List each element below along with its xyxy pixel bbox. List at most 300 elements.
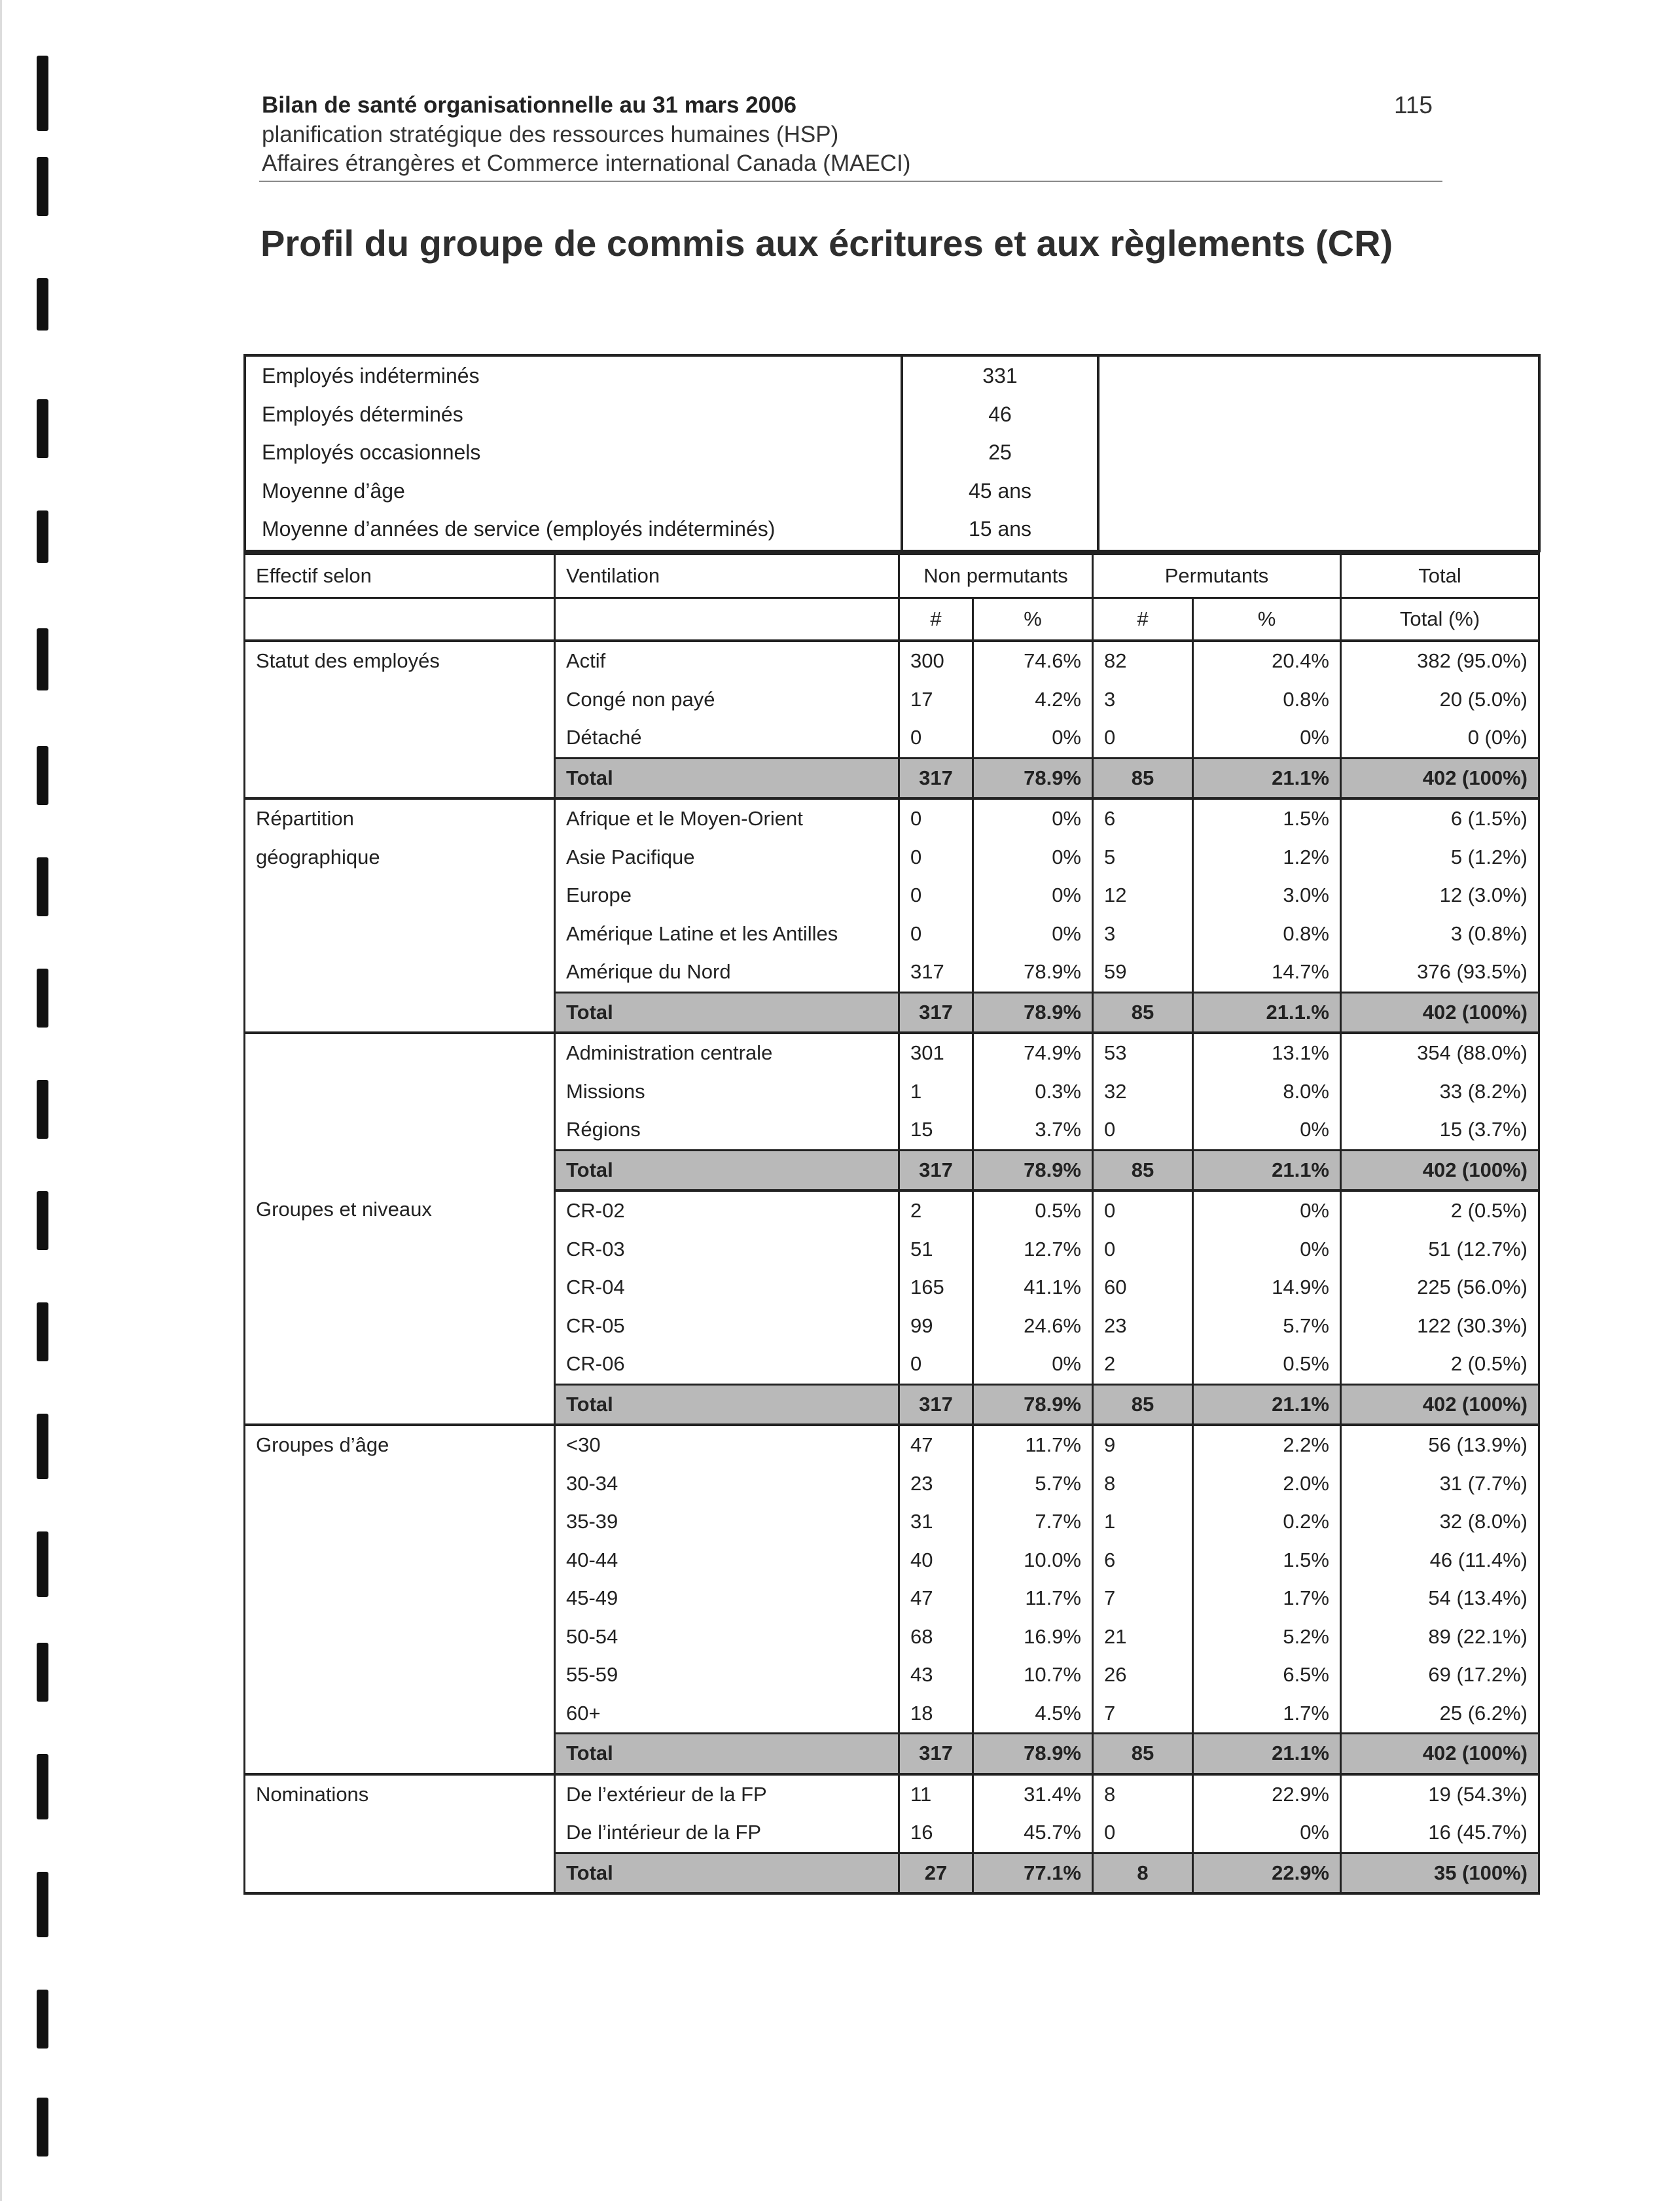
cell-non-perm-count: 317	[899, 953, 973, 992]
group-label-blank	[245, 1734, 555, 1774]
table-row	[245, 1503, 1539, 1541]
cell-grand-total: 402 (100%)	[1341, 1734, 1539, 1774]
cell-non-perm-percent: 10.0%	[973, 1541, 1093, 1580]
group-label	[245, 1694, 555, 1734]
cell-ventilation: Amérique du Nord	[555, 953, 899, 992]
cell-perm-count: 5	[1093, 838, 1193, 877]
table-row	[245, 1230, 1539, 1269]
cell-total-value: 16 (45.7%)	[1341, 1814, 1539, 1853]
group-label	[245, 1230, 555, 1269]
cell-perm-percent: 0%	[1193, 1814, 1341, 1853]
cell-ventilation: 60+	[555, 1694, 899, 1734]
cell-ventilation: Asie Pacifique	[555, 838, 899, 877]
table-row	[245, 641, 1539, 681]
cell-non-perm-total: 317	[899, 1384, 973, 1425]
cell-total-label: Total	[555, 758, 899, 798]
cell-non-perm-total-percent: 78.9%	[973, 1150, 1093, 1190]
binding-hole	[37, 1080, 48, 1139]
cell-perm-total-percent: 21.1%	[1193, 1150, 1341, 1190]
header-department: Affaires étrangères et Commerce international Canada (MAECI)	[262, 151, 911, 176]
subheader-blank	[245, 598, 555, 641]
cell-non-perm-total-percent: 78.9%	[973, 1384, 1093, 1425]
cell-ventilation: CR-03	[555, 1230, 899, 1269]
table-row	[245, 1425, 1539, 1465]
cell-ventilation: CR-05	[555, 1307, 899, 1346]
cell-non-perm-percent: 78.9%	[973, 953, 1093, 992]
cell-ventilation: Détaché	[555, 719, 899, 758]
group-label	[245, 1073, 555, 1111]
binding-hole	[37, 278, 48, 331]
table-row	[245, 1579, 1539, 1618]
cell-non-perm-total-percent: 78.9%	[973, 1734, 1093, 1774]
table-row	[245, 681, 1539, 719]
cell-non-perm-percent: 41.1%	[973, 1268, 1093, 1307]
cell-ventilation: CR-06	[555, 1345, 899, 1384]
cell-non-perm-percent: 4.2%	[973, 681, 1093, 719]
subheader-blank	[555, 598, 899, 641]
cell-non-perm-percent: 0%	[973, 719, 1093, 758]
column-header-count: #	[899, 598, 973, 641]
cell-non-perm-percent: 74.6%	[973, 641, 1093, 681]
cell-ventilation: Congé non payé	[555, 681, 899, 719]
group-label	[245, 1307, 555, 1346]
cell-total-value: 19 (54.3%)	[1341, 1774, 1539, 1814]
cell-non-perm-total: 317	[899, 758, 973, 798]
binding-hole	[37, 56, 48, 131]
cell-non-perm-count: 301	[899, 1033, 973, 1073]
cell-perm-count: 53	[1093, 1033, 1193, 1073]
cell-perm-count: 2	[1093, 1345, 1193, 1384]
summary-label: Moyenne d’années de service (employés indéterminés)	[262, 517, 776, 541]
cell-perm-count: 6	[1093, 1541, 1193, 1580]
table-row	[245, 1774, 1539, 1814]
binding-holes	[0, 0, 79, 2201]
group-label	[245, 1541, 555, 1580]
cell-non-perm-count: 0	[899, 798, 973, 838]
cell-total-value: 12 (3.0%)	[1341, 876, 1539, 915]
cell-total-value: 15 (3.7%)	[1341, 1111, 1539, 1150]
binding-hole	[37, 399, 48, 458]
cell-perm-count: 7	[1093, 1694, 1193, 1734]
cell-non-perm-total-percent: 78.9%	[973, 758, 1093, 798]
cell-perm-count: 0	[1093, 1190, 1193, 1230]
cell-total-value: 51 (12.7%)	[1341, 1230, 1539, 1269]
cell-non-perm-count: 47	[899, 1425, 973, 1465]
binding-hole	[37, 1990, 48, 2049]
table-row	[245, 1268, 1539, 1307]
cell-ventilation: Actif	[555, 641, 899, 681]
cell-non-perm-count: 40	[899, 1541, 973, 1580]
cell-perm-count: 3	[1093, 681, 1193, 719]
cell-perm-total: 85	[1093, 1734, 1193, 1774]
cell-perm-percent: 5.2%	[1193, 1618, 1341, 1656]
cell-total-value: 2 (0.5%)	[1341, 1190, 1539, 1230]
summary-values	[901, 357, 1099, 550]
cell-non-perm-percent: 12.7%	[973, 1230, 1093, 1269]
header-subtitle: planification stratégique des ressources humaines (HSP)	[262, 122, 839, 147]
total-row	[245, 992, 1539, 1033]
summary-box	[243, 354, 1541, 552]
binding-hole	[37, 857, 48, 916]
cell-perm-count: 9	[1093, 1425, 1193, 1465]
column-header-total: Total	[1341, 554, 1539, 598]
total-row	[245, 1853, 1539, 1893]
cell-perm-count: 60	[1093, 1268, 1193, 1307]
cell-perm-percent: 0.8%	[1193, 681, 1341, 719]
cell-total-value: 3 (0.8%)	[1341, 915, 1539, 954]
group-label	[245, 1579, 555, 1618]
cell-ventilation: 40-44	[555, 1541, 899, 1580]
table-row	[245, 1111, 1539, 1150]
cell-perm-percent: 14.7%	[1193, 953, 1341, 992]
column-header-ventilation: Ventilation	[555, 554, 899, 598]
cell-ventilation: De l’intérieur de la FP	[555, 1814, 899, 1853]
table-row	[245, 1073, 1539, 1111]
group-label-blank	[245, 1384, 555, 1425]
profile-table	[243, 552, 1540, 1895]
cell-non-perm-percent: 31.4%	[973, 1774, 1093, 1814]
cell-perm-count: 59	[1093, 953, 1193, 992]
cell-non-perm-percent: 10.7%	[973, 1656, 1093, 1694]
group-label	[245, 1345, 555, 1384]
summary-value: 45 ans	[968, 478, 1032, 503]
cell-total-value: 25 (6.2%)	[1341, 1694, 1539, 1734]
binding-hole	[37, 628, 48, 690]
column-header-total-percent: Total (%)	[1341, 598, 1539, 641]
cell-non-perm-percent: 0%	[973, 1345, 1093, 1384]
cell-non-perm-total: 317	[899, 1734, 973, 1774]
cell-perm-count: 8	[1093, 1774, 1193, 1814]
group-label	[245, 953, 555, 992]
cell-total-value: 20 (5.0%)	[1341, 681, 1539, 719]
cell-perm-count: 8	[1093, 1465, 1193, 1503]
cell-ventilation: Administration centrale	[555, 1033, 899, 1073]
cell-non-perm-count: 0	[899, 838, 973, 877]
group-label	[245, 1814, 555, 1853]
cell-perm-count: 3	[1093, 915, 1193, 954]
cell-non-perm-percent: 4.5%	[973, 1694, 1093, 1734]
cell-non-perm-percent: 16.9%	[973, 1618, 1093, 1656]
cell-total-value: 354 (88.0%)	[1341, 1033, 1539, 1073]
cell-non-perm-percent: 0%	[973, 876, 1093, 915]
cell-perm-count: 82	[1093, 641, 1193, 681]
cell-non-perm-count: 0	[899, 719, 973, 758]
cell-perm-count: 0	[1093, 1814, 1193, 1853]
cell-non-perm-count: 99	[899, 1307, 973, 1346]
cell-ventilation: 45-49	[555, 1579, 899, 1618]
cell-non-perm-percent: 0.3%	[973, 1073, 1093, 1111]
cell-total-value: 122 (30.3%)	[1341, 1307, 1539, 1346]
summary-value: 25	[988, 440, 1012, 464]
cell-perm-count: 32	[1093, 1073, 1193, 1111]
cell-ventilation: Régions	[555, 1111, 899, 1150]
group-label	[245, 915, 555, 954]
cell-perm-percent: 1.7%	[1193, 1579, 1341, 1618]
cell-ventilation: Amérique Latine et les Antilles	[555, 915, 899, 954]
page-number: 115	[1394, 92, 1433, 118]
cell-perm-percent: 8.0%	[1193, 1073, 1341, 1111]
table-row	[245, 1033, 1539, 1073]
cell-total-value: 5 (1.2%)	[1341, 838, 1539, 877]
cell-ventilation: 55-59	[555, 1656, 899, 1694]
binding-hole	[37, 2098, 48, 2156]
cell-ventilation: 35-39	[555, 1503, 899, 1541]
cell-non-perm-total-percent: 77.1%	[973, 1853, 1093, 1893]
cell-non-perm-percent: 3.7%	[973, 1111, 1093, 1150]
group-label-blank	[245, 992, 555, 1033]
cell-total-value: 69 (17.2%)	[1341, 1656, 1539, 1694]
binding-hole	[37, 1872, 48, 1937]
cell-total-value: 33 (8.2%)	[1341, 1073, 1539, 1111]
binding-hole	[37, 510, 48, 563]
cell-non-perm-count: 31	[899, 1503, 973, 1541]
cell-non-perm-count: 0	[899, 876, 973, 915]
cell-non-perm-percent: 5.7%	[973, 1465, 1093, 1503]
cell-perm-percent: 20.4%	[1193, 641, 1341, 681]
cell-total-label: Total	[555, 1150, 899, 1190]
cell-perm-total-percent: 21.1%	[1193, 1384, 1341, 1425]
cell-non-perm-count: 1	[899, 1073, 973, 1111]
table-row	[245, 1190, 1539, 1230]
cell-perm-percent: 1.2%	[1193, 838, 1341, 877]
summary-labels	[262, 357, 775, 548]
cell-perm-percent: 2.0%	[1193, 1465, 1341, 1503]
cell-ventilation: CR-04	[555, 1268, 899, 1307]
cell-non-perm-total: 27	[899, 1853, 973, 1893]
header-title: Bilan de santé organisationnelle au 31 mars 2006	[262, 92, 796, 118]
group-label	[245, 1656, 555, 1694]
cell-perm-percent: 1.7%	[1193, 1694, 1341, 1734]
cell-perm-percent: 0.5%	[1193, 1345, 1341, 1384]
cell-non-perm-count: 51	[899, 1230, 973, 1269]
group-label	[245, 1465, 555, 1503]
cell-non-perm-percent: 0%	[973, 838, 1093, 877]
binding-hole	[37, 1191, 48, 1250]
summary-label: Moyenne d’âge	[262, 478, 405, 503]
table-row	[245, 876, 1539, 915]
cell-total-value: 54 (13.4%)	[1341, 1579, 1539, 1618]
table-row	[245, 798, 1539, 838]
table-row	[245, 838, 1539, 877]
cell-total-value: 89 (22.1%)	[1341, 1618, 1539, 1656]
cell-non-perm-percent: 74.9%	[973, 1033, 1093, 1073]
table-row	[245, 1345, 1539, 1384]
cell-perm-percent: 3.0%	[1193, 876, 1341, 915]
cell-perm-percent: 1.5%	[1193, 1541, 1341, 1580]
summary-label: Employés occasionnels	[262, 440, 481, 464]
column-header-count: #	[1093, 598, 1193, 641]
cell-perm-percent: 0%	[1193, 719, 1341, 758]
table-row	[245, 1541, 1539, 1580]
cell-grand-total: 35 (100%)	[1341, 1853, 1539, 1893]
table-row	[245, 1656, 1539, 1694]
cell-non-perm-count: 0	[899, 915, 973, 954]
column-header-non-permutants: Non permutants	[899, 554, 1093, 598]
group-label-blank	[245, 1150, 555, 1190]
cell-total-value: 6 (1.5%)	[1341, 798, 1539, 838]
cell-grand-total: 402 (100%)	[1341, 1150, 1539, 1190]
binding-hole	[37, 969, 48, 1028]
summary-value: 46	[988, 402, 1012, 426]
group-label	[245, 876, 555, 915]
cell-non-perm-percent: 0%	[973, 798, 1093, 838]
cell-total-value: 31 (7.7%)	[1341, 1465, 1539, 1503]
cell-perm-percent: 13.1%	[1193, 1033, 1341, 1073]
cell-grand-total: 402 (100%)	[1341, 992, 1539, 1033]
cell-grand-total: 402 (100%)	[1341, 758, 1539, 798]
cell-grand-total: 402 (100%)	[1341, 1384, 1539, 1425]
table-header-row	[245, 554, 1539, 598]
total-row	[245, 1384, 1539, 1425]
table-subheader-row	[245, 598, 1539, 641]
cell-perm-percent: 14.9%	[1193, 1268, 1341, 1307]
cell-non-perm-count: 0	[899, 1345, 973, 1384]
cell-perm-percent: 1.5%	[1193, 798, 1341, 838]
cell-non-perm-percent: 0.5%	[973, 1190, 1093, 1230]
cell-perm-total-percent: 21.1.%	[1193, 992, 1341, 1033]
binding-hole	[37, 1643, 48, 1702]
cell-total-value: 46 (11.4%)	[1341, 1541, 1539, 1580]
group-label: Nominations	[245, 1774, 555, 1814]
cell-total-value: 376 (93.5%)	[1341, 953, 1539, 992]
cell-perm-percent: 0%	[1193, 1111, 1341, 1150]
cell-perm-percent: 6.5%	[1193, 1656, 1341, 1694]
cell-perm-count: 23	[1093, 1307, 1193, 1346]
cell-ventilation: 50-54	[555, 1618, 899, 1656]
cell-total-value: 382 (95.0%)	[1341, 641, 1539, 681]
cell-total-label: Total	[555, 992, 899, 1033]
cell-perm-percent: 0%	[1193, 1190, 1341, 1230]
summary-value: 15 ans	[968, 517, 1032, 541]
table-row	[245, 915, 1539, 954]
group-label	[245, 681, 555, 719]
group-label-blank	[245, 1853, 555, 1893]
cell-perm-total: 85	[1093, 758, 1193, 798]
cell-non-perm-count: 11	[899, 1774, 973, 1814]
table-row	[245, 1465, 1539, 1503]
cell-perm-total-percent: 21.1%	[1193, 1734, 1341, 1774]
binding-hole	[37, 157, 48, 216]
page-title: Profil du groupe de commis aux écritures et aux règlements (CR)	[260, 223, 1393, 264]
cell-non-perm-count: 300	[899, 641, 973, 681]
cell-ventilation: CR-02	[555, 1190, 899, 1230]
cell-perm-total-percent: 22.9%	[1193, 1853, 1341, 1893]
cell-perm-count: 0	[1093, 1111, 1193, 1150]
cell-perm-count: 6	[1093, 798, 1193, 838]
cell-non-perm-percent: 45.7%	[973, 1814, 1093, 1853]
total-row	[245, 758, 1539, 798]
cell-total-value: 0 (0%)	[1341, 719, 1539, 758]
table-row	[245, 1694, 1539, 1734]
cell-perm-count: 7	[1093, 1579, 1193, 1618]
summary-value: 331	[982, 364, 1018, 387]
cell-non-perm-count: 43	[899, 1656, 973, 1694]
group-label: Statut des employés	[245, 641, 555, 681]
cell-perm-count: 26	[1093, 1656, 1193, 1694]
column-header-permutants: Permutants	[1093, 554, 1341, 598]
cell-total-value: 56 (13.9%)	[1341, 1425, 1539, 1465]
cell-non-perm-percent: 0%	[973, 915, 1093, 954]
cell-non-perm-count: 165	[899, 1268, 973, 1307]
summary-label: Employés indéterminés	[262, 364, 480, 387]
cell-non-perm-count: 47	[899, 1579, 973, 1618]
cell-perm-total: 85	[1093, 1150, 1193, 1190]
cell-non-perm-count: 16	[899, 1814, 973, 1853]
cell-ventilation: Afrique et le Moyen-Orient	[555, 798, 899, 838]
cell-non-perm-total: 317	[899, 992, 973, 1033]
cell-perm-total-percent: 21.1%	[1193, 758, 1341, 798]
cell-non-perm-percent: 11.7%	[973, 1425, 1093, 1465]
header-divider	[259, 181, 1442, 182]
binding-hole	[37, 746, 48, 805]
column-header-percent: %	[1193, 598, 1341, 641]
cell-perm-count: 1	[1093, 1503, 1193, 1541]
group-label	[245, 1618, 555, 1656]
cell-ventilation: Missions	[555, 1073, 899, 1111]
cell-ventilation: De l’extérieur de la FP	[555, 1774, 899, 1814]
cell-non-perm-count: 18	[899, 1694, 973, 1734]
group-label: Répartition	[245, 798, 555, 838]
cell-perm-count: 12	[1093, 876, 1193, 915]
cell-non-perm-total: 317	[899, 1150, 973, 1190]
group-label	[245, 719, 555, 758]
cell-ventilation: Europe	[555, 876, 899, 915]
group-label	[245, 1268, 555, 1307]
total-row	[245, 1150, 1539, 1190]
cell-total-label: Total	[555, 1734, 899, 1774]
cell-perm-percent: 22.9%	[1193, 1774, 1341, 1814]
binding-hole	[37, 1754, 48, 1819]
cell-total-value: 225 (56.0%)	[1341, 1268, 1539, 1307]
cell-perm-count: 0	[1093, 1230, 1193, 1269]
cell-non-perm-count: 23	[899, 1465, 973, 1503]
group-label: géographique	[245, 838, 555, 877]
group-label	[245, 1503, 555, 1541]
table-row	[245, 953, 1539, 992]
cell-non-perm-percent: 24.6%	[973, 1307, 1093, 1346]
cell-total-label: Total	[555, 1384, 899, 1425]
cell-perm-total: 8	[1093, 1853, 1193, 1893]
group-label: Groupes d’âge	[245, 1425, 555, 1465]
cell-perm-total: 85	[1093, 1384, 1193, 1425]
cell-total-label: Total	[555, 1853, 899, 1893]
binding-hole	[37, 1414, 48, 1479]
cell-perm-percent: 5.7%	[1193, 1307, 1341, 1346]
cell-ventilation: <30	[555, 1425, 899, 1465]
cell-non-perm-count: 17	[899, 681, 973, 719]
cell-perm-count: 0	[1093, 719, 1193, 758]
cell-non-perm-count: 15	[899, 1111, 973, 1150]
cell-perm-total: 85	[1093, 992, 1193, 1033]
cell-non-perm-count: 68	[899, 1618, 973, 1656]
column-header-percent: %	[973, 598, 1093, 641]
cell-total-value: 2 (0.5%)	[1341, 1345, 1539, 1384]
cell-non-perm-count: 2	[899, 1190, 973, 1230]
cell-non-perm-percent: 11.7%	[973, 1579, 1093, 1618]
table-row	[245, 1814, 1539, 1853]
binding-hole	[37, 1302, 48, 1361]
table-row	[245, 719, 1539, 758]
group-label	[245, 1111, 555, 1150]
cell-ventilation: 30-34	[555, 1465, 899, 1503]
cell-perm-count: 21	[1093, 1618, 1193, 1656]
cell-perm-percent: 2.2%	[1193, 1425, 1341, 1465]
summary-label: Employés déterminés	[262, 402, 463, 426]
group-label	[245, 1033, 555, 1073]
cell-perm-percent: 0%	[1193, 1230, 1341, 1269]
table-row	[245, 1307, 1539, 1346]
group-label-blank	[245, 758, 555, 798]
